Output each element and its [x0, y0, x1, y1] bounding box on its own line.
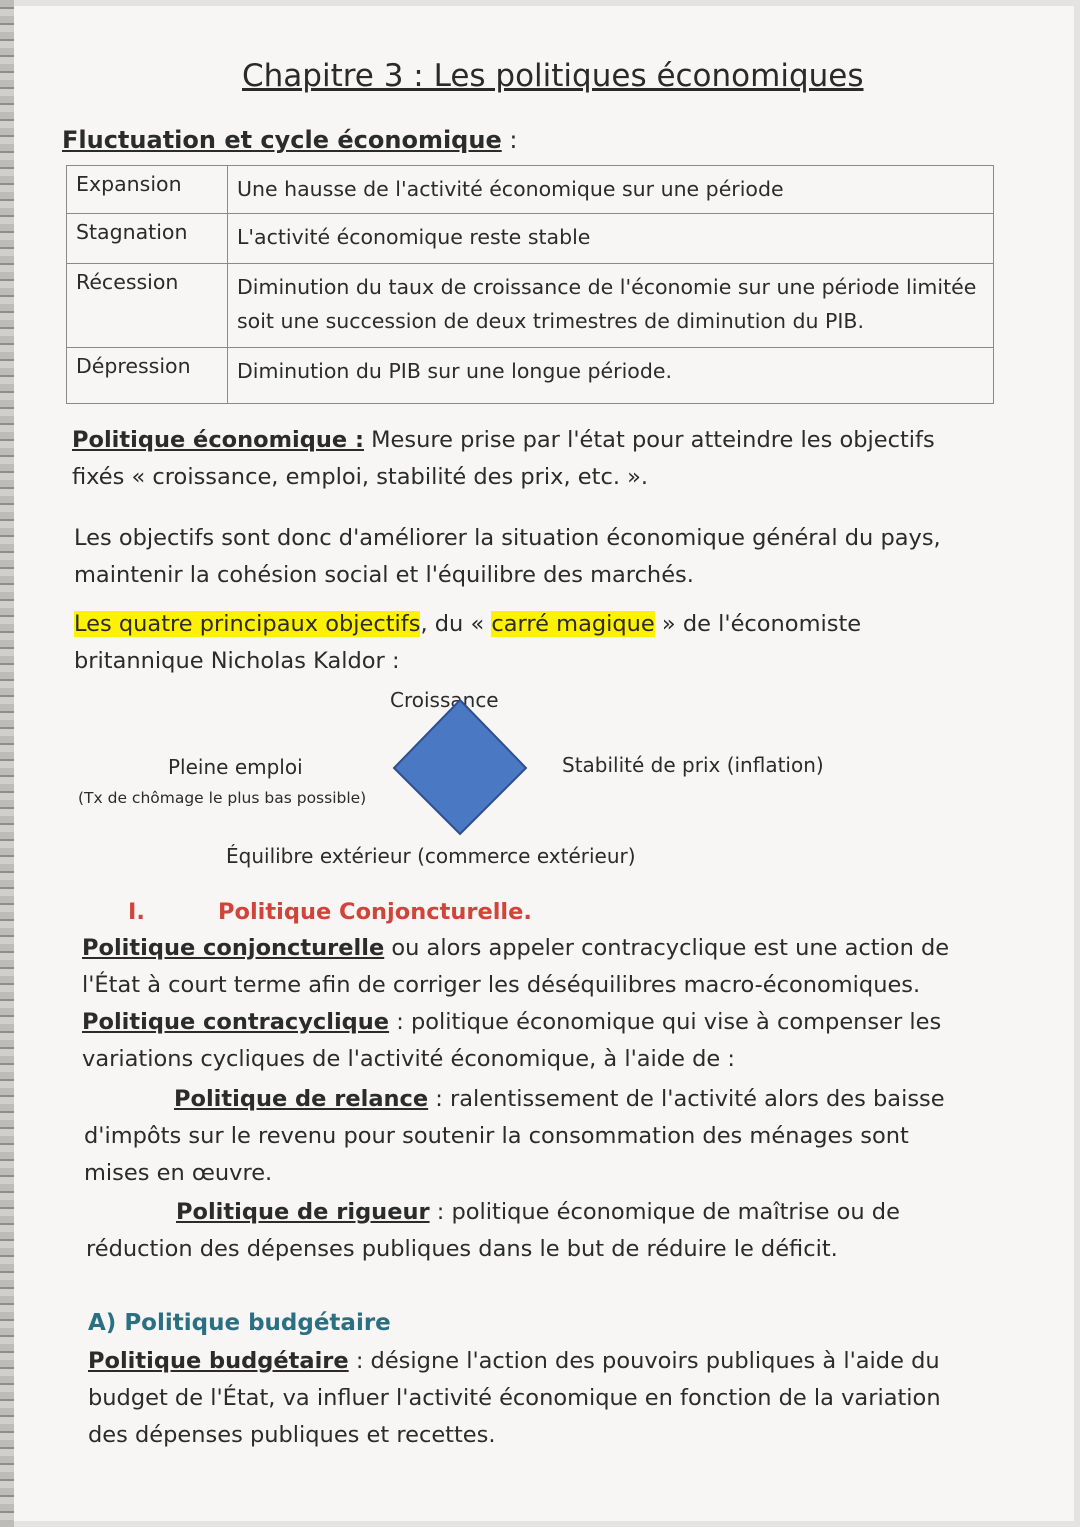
paragraph-line: réduction des dépenses publiques dans le but de réduire le déficit. — [86, 1236, 838, 1262]
paragraph-line — [74, 606, 861, 643]
paragraph-line: britannique Nicholas Kaldor : — [74, 648, 400, 674]
section-number: I. — [128, 899, 145, 925]
carre-end: » de l'économiste — [654, 611, 862, 637]
term-politique-budgetaire: Politique budgétaire — [88, 1348, 349, 1374]
table-row — [67, 214, 994, 264]
term-politique-relance: Politique de relance — [174, 1086, 429, 1112]
cycle-table — [66, 165, 994, 404]
paragraph-line: l'État à court terme afin de corriger les déséquilibres macro-économiques. — [82, 972, 921, 998]
cycle-definition: Une hausse de l'activité économique sur une période — [228, 166, 994, 214]
section-heading-budgetaire: A) Politique budgétaire — [88, 1310, 391, 1336]
cycle-term: Expansion — [67, 166, 228, 214]
politique-economique-paragraph — [72, 422, 935, 496]
cycle-term: Dépression — [67, 348, 228, 404]
budgetaire-paragraph — [88, 1343, 941, 1454]
definition-text: ou alors appeler contracyclique est une action de — [384, 935, 950, 961]
highlight-carre-magique: carré magique — [491, 611, 655, 637]
term-politique-economique: Politique économique : — [72, 427, 364, 453]
term-politique-rigueur: Politique de rigueur — [176, 1199, 430, 1225]
diagram-label-stabilite: Stabilité de prix (inflation) — [562, 753, 824, 777]
definition-text: : ralentissement de l'activité alors des baisse — [428, 1086, 945, 1112]
definition-text: : désigne l'action des pouvoirs publiques à l'aide du — [348, 1348, 940, 1374]
term-politique-contracyclique: Politique contracyclique — [82, 1009, 390, 1035]
paragraph-line: variations cycliques de l'activité économique, à l'aide de : — [82, 1046, 735, 1072]
paragraph-line — [82, 1004, 949, 1041]
paragraph-line — [72, 422, 935, 459]
cycle-term: Récession — [67, 264, 228, 348]
cycle-definition: Diminution du taux de croissance de l'économie sur une période limitée soit une succession de deux trimestres de diminution du PIB. — [228, 264, 994, 348]
binding-edge — [0, 0, 14, 1527]
diagram-label-pleine-emploi: Pleine emploi — [168, 755, 303, 779]
paragraph-line — [86, 1194, 900, 1231]
table-row — [67, 348, 994, 404]
definition-text: : politique économique qui vise à compenser les — [389, 1009, 942, 1035]
conjoncturelle-paragraph — [82, 930, 949, 1078]
diamond-shape — [394, 700, 526, 834]
cycle-definition: Diminution du PIB sur une longue période. — [228, 348, 994, 404]
section-heading-fluctuation — [62, 126, 517, 154]
definition-text: Mesure prise par l'état pour atteindre les objectifs — [363, 427, 935, 453]
paragraph-line — [88, 1343, 941, 1380]
paragraph-line — [82, 930, 949, 967]
paragraph-line: mises en œuvre. — [84, 1160, 273, 1186]
paragraph-line: Les objectifs sont donc d'améliorer la situation économique général du pays, — [74, 525, 941, 551]
section-heading-conjoncturelle: Politique Conjoncturelle. — [218, 899, 532, 925]
carre-magique-paragraph — [74, 606, 861, 680]
highlight-objectifs: Les quatre principaux objectifs — [74, 611, 421, 637]
objectifs-paragraph — [74, 520, 941, 594]
diagram-label-equilibre: Équilibre extérieur (commerce extérieur) — [226, 844, 636, 868]
diagram-label-croissance: Croissance — [390, 688, 499, 712]
paragraph-line: maintenir la cohésion social et l'équilibre des marchés. — [74, 562, 694, 588]
paragraph-line: fixés « croissance, emploi, stabilité des prix, etc. ». — [72, 464, 649, 490]
table-row — [67, 264, 994, 348]
rigueur-paragraph — [86, 1194, 900, 1268]
diagram-label-chomage-note: (Tx de chômage le plus bas possible) — [78, 789, 367, 807]
paragraph-line: des dépenses publiques et recettes. — [88, 1422, 496, 1448]
fluctuation-heading-text: Fluctuation et cycle économique — [62, 126, 502, 154]
paragraph-line: budget de l'État, va influer l'activité économique en fonction de la variation — [88, 1385, 941, 1411]
term-politique-conjoncturelle: Politique conjoncturelle — [82, 935, 385, 961]
definition-text: : politique économique de maîtrise ou de — [429, 1199, 900, 1225]
cycle-definition: L'activité économique reste stable — [228, 214, 994, 264]
fluctuation-heading-colon: : — [501, 126, 518, 154]
magic-square-diamond — [390, 696, 530, 838]
paragraph-line: d'impôts sur le revenu pour soutenir la consommation des ménages sont — [84, 1123, 909, 1149]
carre-mid: , du « — [420, 611, 492, 637]
cycle-term: Stagnation — [67, 214, 228, 264]
page-title: Chapitre 3 : Les politiques économiques — [242, 58, 864, 94]
table-row — [67, 166, 994, 214]
relance-paragraph — [84, 1081, 945, 1192]
paragraph-line — [84, 1081, 945, 1118]
